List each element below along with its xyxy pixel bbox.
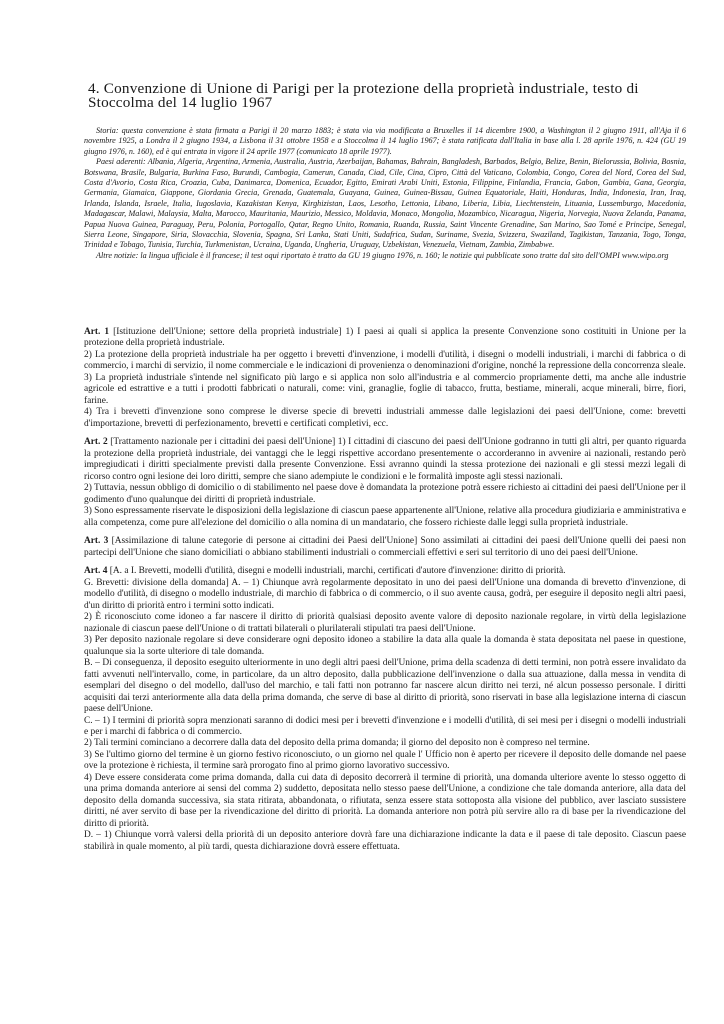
article-text: [Trattamento nazionale per i cittadini dei paesi dell'Unione] 1) I cittadini di ciascuno dei paesi dell'Unione godranno in tutti gli altri, per quanto riguarda la protezione della proprietà industriale, dei vantaggi che le leggi rispettive accordano presentemente o accorderanno in avvenire ai nazionali, restando però impregiudicati i diritti specialmente previsti dalla presente Convenzione. Essi avranno quindi la stessa protezione dei nazionali e gli stessi mezzi legali di ricorso contro ogni lesione dei loro diritti, sempre che siano adempiute le condizioni e le formalità imposte agli stessi nazionali. bbox=[84, 437, 686, 482]
article-paragraph bbox=[84, 738, 686, 749]
article-text: [Istituzione dell'Unione; settore della proprietà industriale] 1) I paesi ai quali si applica la presente Convenzione sono costituiti in Unione per la protezione della proprietà industriale. bbox=[84, 327, 687, 349]
article-text: 2) È riconosciuto come idoneo a far nascere il diritto di priorità qualsiasi deposito avente valore di deposito nazionale regolare, in virtù della legislazione nazionale di ciascun paese dell'Unione o di trattati bilaterali o plurilaterali stipulati tra paesi dell'Unione. bbox=[84, 612, 686, 634]
article-text: [A. a I. Brevetti, modelli d'utilità, disegni e modelli industriali, marchi, certificati d'autore d'invenzione: diritto di priorità. bbox=[107, 566, 566, 577]
article-paragraph bbox=[84, 635, 686, 658]
article-label: Art. 1 bbox=[84, 327, 110, 337]
article-paragraph bbox=[84, 350, 686, 373]
article-heading-paragraph bbox=[84, 437, 686, 483]
article-label: Art. 4 bbox=[84, 566, 108, 577]
article-text: D. – 1) Chiunque vorrà valersi della priorità di un deposito anteriore dovrà fare una dichiarazione indicante la data e il paese di tale deposito. Ciascun paese stabilirà in quale momento, al più tardi, questa dichiarazione dovrà essere effettuata. bbox=[84, 830, 686, 852]
article-text: [Assimilazione di talune categorie di persone ai cittadini dei Paesi dell'Unione] Sono assimilati ai cittadini dei paesi dell'Unione quelli dei paesi non partecipi dell'Unione che siano domiciliati o abbiano stabilimenti industriali o commerciali effettivi e seri sul territorio di uno dei paesi dell'Unione. bbox=[84, 536, 686, 558]
article-paragraph bbox=[84, 506, 686, 529]
article-text: 2) La protezione della proprietà industriale ha per oggetto i brevetti d'invenzione, i modelli d'utilità, i disegni o modelli industriali, i marchi di fabbrica o di commercio, i marchi di servizio, il nome commerciale e le indicazioni di provenienza o denominazioni d'origine, nonché la repressione della concorrenza sleale. bbox=[84, 349, 686, 372]
article-label: Art. 2 bbox=[84, 437, 108, 448]
article-paragraph bbox=[84, 483, 686, 506]
article-text: 3) La proprietà industriale s'intende nel significato più largo e si applica non solo all'industria e al commercio propriamente detti, ma anche alle industrie agricole ed estrattive e a tutti i prodotti fabbricati o naturali, come: vini, granaglie, foglie di tabacco, frutta, bestiame, minerali, acque minerali, birre, fiori, farine. bbox=[84, 372, 686, 406]
article-paragraph bbox=[84, 373, 686, 407]
article-label: Art. 3 bbox=[84, 536, 109, 547]
article-text: 3) Per deposito nazionale regolare si deve considerare ogni deposito idoneo a stabilire la data alla quale la domanda è stata depositata nel paese in questione, qualunque sia la sorte ulteriore di tale domanda. bbox=[84, 635, 686, 657]
metadata-paragraph: Storia: questa convenzione è stata firmata a Parigi il 20 marzo 1883; è stata via via modificata a Bruxelles il 14 dicembre 1900, a Washington il 2 giugno 1911, all'Aja il 6 novembre 1925, a Londra il 2 giugno 1934, a Lisbona il 31 ottobre 1958 e a Stoccolma il 14 luglio 1967; è stata ratificata dall'Italia in base alla l. 28 aprile 1976, n. 424 (GU 19 giugno 1976, n. 160), ed è qui entrata in vigore il 24 aprile 1977 (comunicato 18 aprile 1977). bbox=[84, 126, 686, 156]
article-paragraph bbox=[84, 658, 686, 715]
article-text: 4) Tra i brevetti d'invenzione sono comprese le diverse specie di brevetti industriali ammesse dalle legislazioni dei paesi dell'Unione, come: brevetti d'importazione, brevetti di perfezionamento, brevetti e certificati completivi, ecc. bbox=[84, 407, 686, 429]
article-text: 3) Se l'ultimo giorno del termine è un giorno festivo riconosciuto, o un giorno nel quale l' Ufficio non è aperto per ricevere il deposito delle domande nel paese ove la protezione è richiesta, il termine sarà prorogato fino al primo giorno lavorativo successivo. bbox=[84, 749, 686, 772]
article-text: 2) Tuttavia, nessun obbligo di domicilio o di stabilimento nel paese dove è domandata la protezione potrà essere richiesto ai cittadini dei paesi dell'Unione per il godimento d'uno qualunque dei diritti di proprietà industriale. bbox=[84, 483, 686, 505]
metadata-paragraph: Paesi aderenti: Albania, Algeria, Argentina, Armenia, Australia, Austria, Azerbaijan, Bahamas, Bahrain, Bangladesh, Barbados, Belgio, Belize, Benin, Bielorussia, Bolivia, Bosnia, Botswana, Brasile, Bulgaria, Burkina Faso, Burundi, Cambogia, Camerun, Canada, Ciad, Cile, Cina, Cipro, Città del Vaticano, Colombia, Congo, Corea del Nord, Corea del Sud, Costa d'Avorio, Costa Rica, Croazia, Cuba, Danimarca, Domenica, Ecuador, Egitto, Emirati Arabi Uniti, Estonia, Filippine, Finlandia, Francia, Gabon, Gambia, Gana, Georgia, Germania, Giamaica, Giappone, Giordania Grecia, Grenada, Guatemala, Guayana, Guinea, Guinea-Bissau, Guinea Equatoriale, Haiti, Honduras, India, Indonesia, Iran, Iraq, Irlanda, Islanda, Israele, Italia, Iugoslavia, Kazakistan Kenya, Kirghizistan, Laos, Lesotho, Lettonia, Libano, Liberia, Libia, Liechtenstein, Lituania, Lussemburgo, Macedonia, Madagascar, Malawi, Malaysia, Malta, Marocco, Mauritania, Maurizio, Messico, Moldavia, Monaco, Mongolia, Mozambico, Nicaragua, Nigeria, Norvegia, Nuova Zelanda, Panama, Papua Nuova Guinea, Paraguay, Peru, Polonia, Portogallo, Qatar, Regno Unito, Romania, Ruanda, Russia, Saint Vincente Grenadine, San Marino, Sao Tomé e Principe, Senegal, Sierra Leone, Singapore, Siria, Slovacchia, Slovenia, Spagna, Sri Lanka, Stati Uniti, Sudafrica, Sudan, Suriname, Svezia, Svizzera, Swaziland, Tagikistan, Tanzania, Togo, Tonga, Trinidad e Tobago, Tunisia, Turchia, Turkmenistan, Ucraina, Uganda, Ungheria, Uruguay, Uzbekistan, Venezuela, Vietnam, Zambia, Zimbabwe. bbox=[84, 157, 686, 250]
article-paragraph bbox=[84, 773, 686, 830]
article-paragraph bbox=[84, 407, 686, 430]
metadata-paragraph: Altre notizie: la lingua ufficiale è il francese; il test oqui riportato è tratto da GU 19 giugno 1976, n. 160; le notizie qui pubblicate sono tratte dal sito dell'OMPI www.wipo.org bbox=[96, 250, 669, 260]
article-text: G. Brevetti: divisione della domanda] A. – 1) Chiunque avrà regolarmente depositato in uno dei paesi dell'Unione una domanda di brevetto d'invenzione, di modello d'utilità, di disegno o modello industriale, di marchio di fabbrica o di commercio, o il suo avente causa, godrà, per eseguire il deposito negli altri paesi, d'un diritto di priorità entro i termini sotto indicati. bbox=[84, 577, 686, 611]
article-heading-paragraph bbox=[84, 536, 686, 559]
document-title: 4. Convenzione di Unione di Parigi per la protezione della proprietà industriale, testo di Stoccolma del 14 luglio 1967 bbox=[88, 80, 639, 111]
article-text: 4) Deve essere considerata come prima domanda, dalla cui data di deposito decorrerà il termine di priorità, una domanda ulteriore avente lo stesso oggetto di una prima domanda anteriore ai sensi del comma 2) suddetto, depositata nello stesso paese dell'Unione, a condizione che tale domanda anteriore, alla data del deposito della domanda successiva, sia stata ritirata, abbandonata, o rifiutata, senza essere stata sottoposta alla visione del pubblico, aver lasciato sussistere diritti, né aver servito di base per la rivendicazione del diritto di priorità. La domanda anteriore non potrà più servire allo ra di base per la rivendicazione del diritto di priorità. bbox=[84, 772, 686, 829]
article-paragraph bbox=[84, 750, 686, 773]
article-paragraph bbox=[84, 578, 686, 612]
document-metadata bbox=[84, 126, 686, 261]
article-text: 3) Sono espressamente riservate le disposizioni della legislazione di ciascun paese appartenente all'Unione, relative alla procedura giudiziaria e amministrativa e alla competenza, come pure all'elezione del domicilio o alla nomina di un mandatario, che fossero richieste dalle leggi sulla proprietà industriale. bbox=[84, 506, 686, 528]
article-paragraph bbox=[84, 830, 686, 853]
article-text: 2) Tali termini cominciano a decorrere dalla data del deposito della prima domanda; il giorno del deposito non è compreso nel termine. bbox=[84, 738, 590, 749]
article-paragraph bbox=[84, 612, 686, 635]
article-heading-paragraph bbox=[84, 566, 686, 577]
article-text: C. – 1) I termini di priorità sopra menzionati saranno di dodici mesi per i brevetti d'invenzione e i modelli d'utilità, di sei mesi per i disegni o modelli industriali e per i marchi di fabbrica o di commercio. bbox=[84, 715, 686, 737]
article-text: B. – Di conseguenza, il deposito eseguito ulteriormente in uno degli altri paesi dell'Unione, prima della scadenza di detti termini, non potrà essere invalidato da fatti avvenuti nell'intervallo, come, in particolare, da un altro deposito, dalla pubblicazione dell'invenzione o dalla sua attuazione, dalla messa in vendita di esemplari del disegno o del modello, dall'uso del marchio, e tali fatti non potranno far nascere alcun diritto nei terzi, né alcun possesso personale. I diritti acquisiti dai terzi anteriormente alla data della prima domanda, che serve di base al diritto di priorità, sono riservati in base alla legislazione interna di ciascun paese dell'Unione. bbox=[84, 658, 686, 715]
article-heading-paragraph bbox=[84, 327, 686, 350]
document-body bbox=[84, 327, 686, 853]
article-paragraph bbox=[84, 716, 686, 739]
